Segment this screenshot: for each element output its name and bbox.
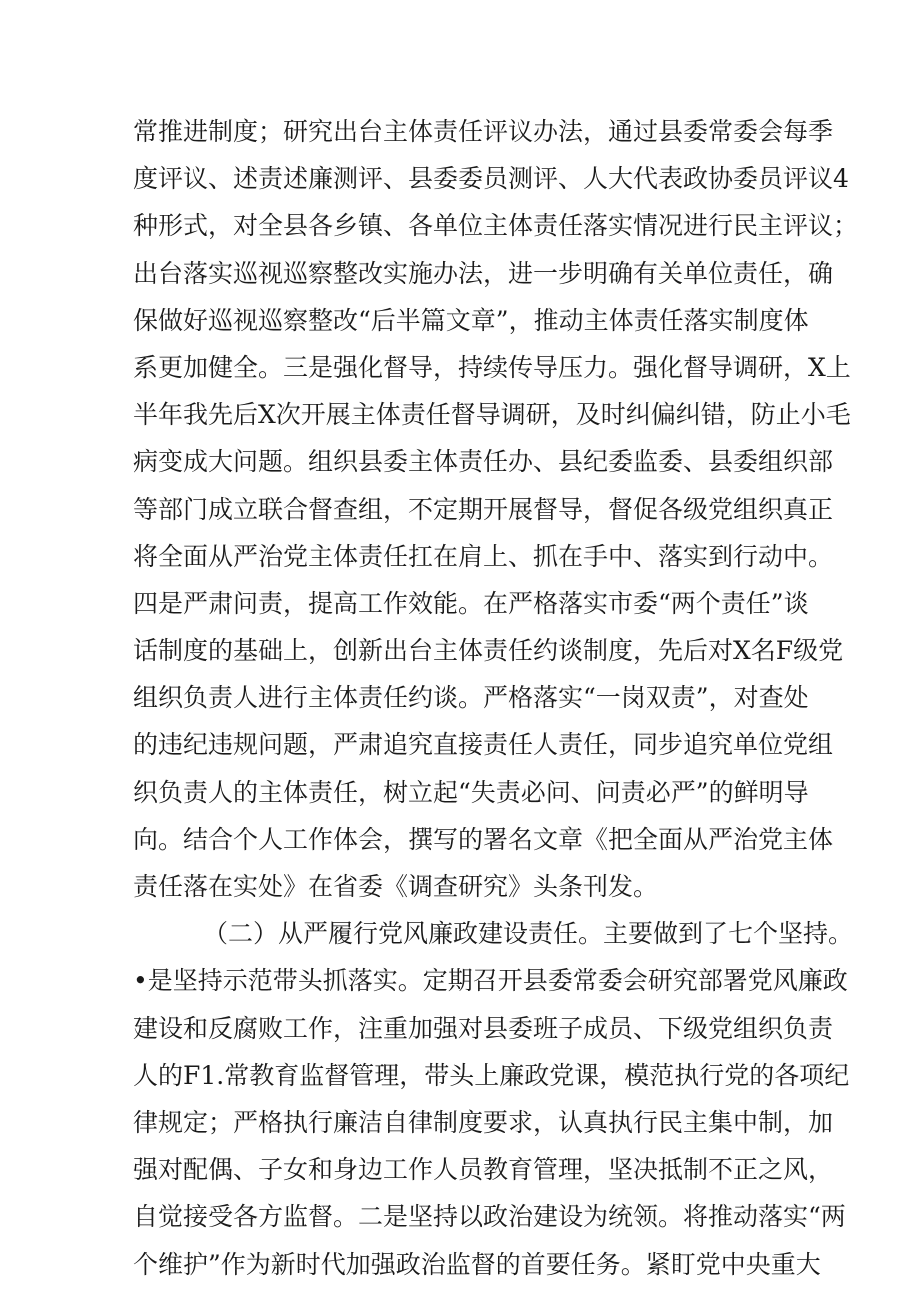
text-line: 个维护”作为新时代加强政治监督的首要任务。紧盯党中央重大 (133, 1249, 821, 1279)
text-line: 种形式，对全县各乡镇、各单位主体责任落实情况进行民主评议； (133, 211, 859, 241)
text-line: 出台落实巡视巡察整改实施办法，进一步明确有关单位责任，确 (133, 258, 834, 288)
text-line: 度评议、述责述廉测评、县委委员测评、人大代表政协委员评议4 (133, 164, 849, 194)
text-line: 系更加健全。三是强化督导，持续传导压力。强化督导调研，X上 (133, 352, 851, 382)
text-line: 责任落在实处》在省委《调查研究》头条刊发。 (133, 872, 659, 901)
text-line: 等部门成立联合督查组，不定期开展督导，督促各级党组织真正 (133, 494, 834, 524)
text-line: 的违纪违规问题，严肃追究直接责任人责任，同步追究单位党组 (133, 730, 834, 760)
text-line: 将全面从严治党主体责任扛在肩上、抓在手中、落实到行动中。 (133, 541, 834, 571)
section-heading: （二）从严履行党风廉政建设责任。主要做到了七个坚持。 (203, 919, 854, 949)
text-line: •是坚持示范带头抓落实。定期召开县委常委会研究部署党风廉政 (133, 966, 848, 996)
text-line: 人的F1.常教育监督管理，带头上廉政党课，模范执行党的各项纪 (133, 1060, 850, 1090)
text-line: 向。结合个人工作体会，撰写的署名文章《把全面从严治党主体 (133, 824, 834, 854)
text-line: 话制度的基础上，创新出台主体责任约谈制度，先后对X名F级党 (133, 636, 844, 666)
text-line: 自觉接受各方监督。二是坚持以政治建设为统领。将推动落实“两 (133, 1202, 846, 1232)
text-line: 强对配偶、子女和身边工作人员教育管理，坚决抵制不正之风， (133, 1155, 834, 1185)
text-line: 组织负责人进行主体责任约谈。严格落实“一岗双责”，对查处 (133, 683, 809, 713)
text-line: 保做好巡视巡察整改“后半篇文章”，推动主体责任落实制度体 (133, 305, 809, 335)
text-line: 织负责人的主体责任，树立起“失责必问、问责必严”的鲜明导 (133, 777, 809, 807)
text-line: 常推进制度；研究出台主体责任评议办法，通过县委常委会每季 (133, 117, 834, 146)
text-line: 建设和反腐败工作，注重加强对县委班子成员、下级党组织负责 (133, 1013, 834, 1043)
text-line: 半年我先后X次开展主体责任督导调研，及时纠偏纠错，防止小毛 (133, 400, 851, 430)
text-line: 四是严肃问责，提高工作效能。在严格落实市委“两个责任”谈 (133, 588, 809, 618)
text-line: 律规定；严格执行廉洁自律制度要求，认真执行民主集中制，加 (133, 1107, 834, 1137)
text-line: 病变成大问题。组织县委主体责任办、县纪委监委、县委组织部 (133, 447, 834, 477)
body-text (133, 108, 859, 1288)
